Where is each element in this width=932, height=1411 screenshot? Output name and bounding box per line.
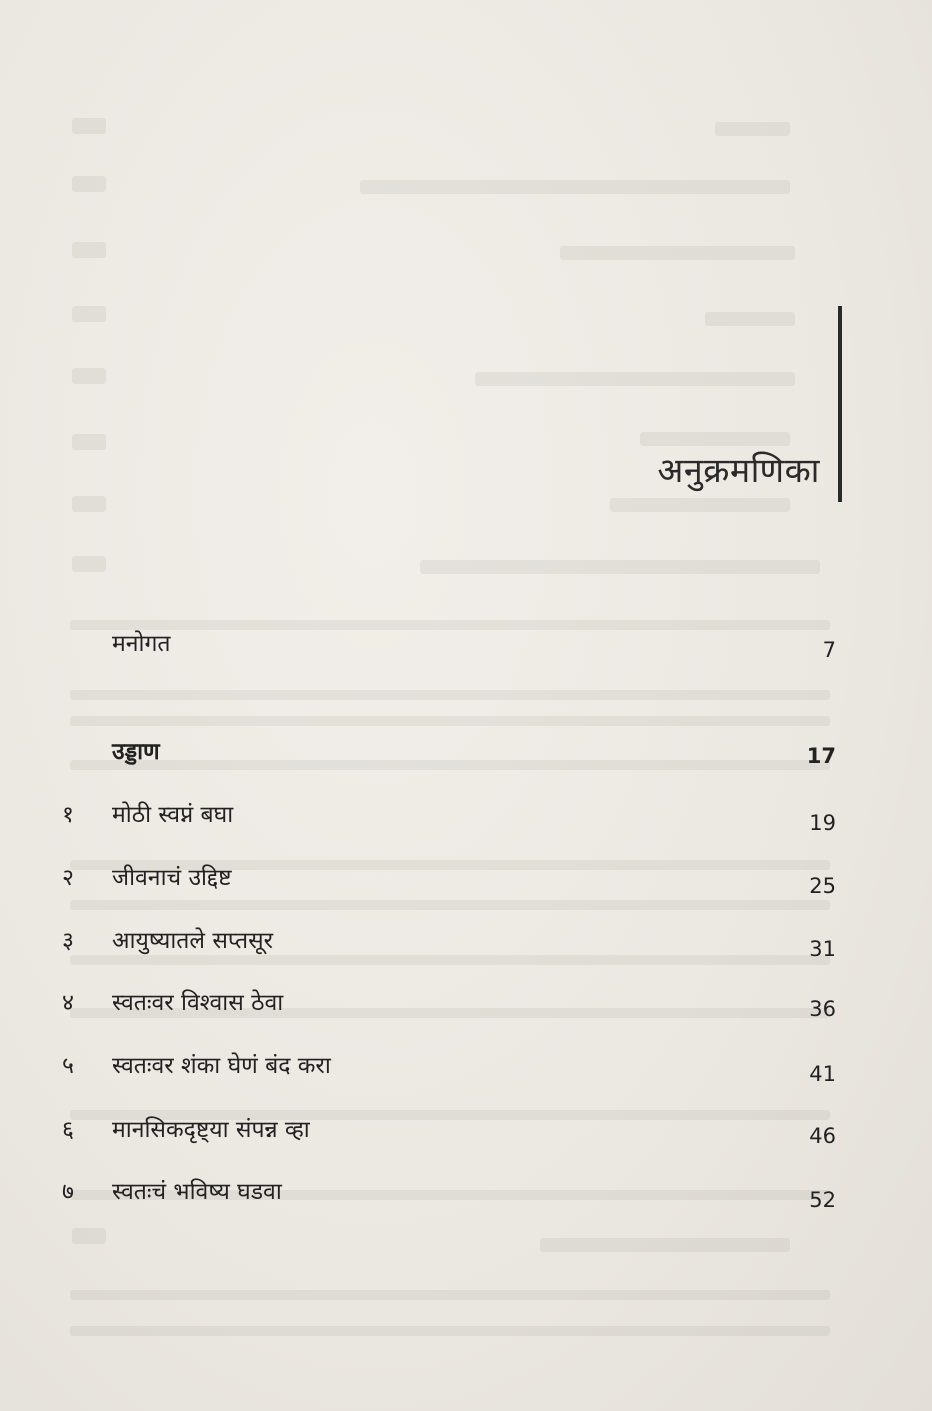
- chapter-title: मोठी स्वप्नं बघा: [112, 802, 234, 828]
- chapter-title: स्वतःवर विश्वास ठेवा: [112, 990, 284, 1016]
- toc-entry: [0, 626, 932, 666]
- chapter-title: आयुष्यातले सप्तसूर: [112, 928, 274, 954]
- chapter-title: स्वतःवर शंका घेणं बंद करा: [112, 1053, 331, 1079]
- toc-entry: [0, 860, 932, 900]
- page-title: अनुक्रमणिका: [657, 451, 820, 491]
- page-number: 7: [822, 638, 836, 662]
- chapter-number: ७: [62, 1179, 74, 1205]
- toc-entry: [0, 797, 932, 837]
- chapter-number: ६: [62, 1117, 74, 1143]
- chapter-number: ५: [62, 1053, 74, 1079]
- page-number: 52: [809, 1188, 836, 1212]
- page-number: 36: [809, 997, 836, 1021]
- chapter-number: ४: [62, 990, 74, 1016]
- page-number: 31: [809, 937, 836, 961]
- toc-entry: [0, 985, 932, 1025]
- toc-entry: [0, 923, 932, 963]
- section-title: उड्डाण: [112, 739, 160, 765]
- chapter-number: ३: [62, 928, 74, 954]
- chapter-title: मनोगत: [112, 631, 171, 657]
- chapter-number: १: [62, 802, 74, 828]
- toc-entry: [0, 1112, 932, 1152]
- chapter-title: मानसिकदृष्ट्या संपन्न व्हा: [112, 1117, 310, 1143]
- chapter-title: स्वतःचं भविष्य घडवा: [112, 1179, 282, 1205]
- toc-entry: [0, 1174, 932, 1214]
- page-number: 17: [806, 744, 836, 768]
- page-number: 46: [809, 1124, 836, 1148]
- chapter-number: २: [62, 865, 74, 891]
- title-rule: [838, 306, 842, 502]
- toc-entry-section: [0, 734, 932, 774]
- page-number: 41: [809, 1062, 836, 1086]
- page-number: 25: [809, 874, 836, 898]
- page-number: 19: [809, 811, 836, 835]
- toc-entry: [0, 1048, 932, 1088]
- chapter-title: जीवनाचं उद्दिष्ट: [112, 865, 232, 891]
